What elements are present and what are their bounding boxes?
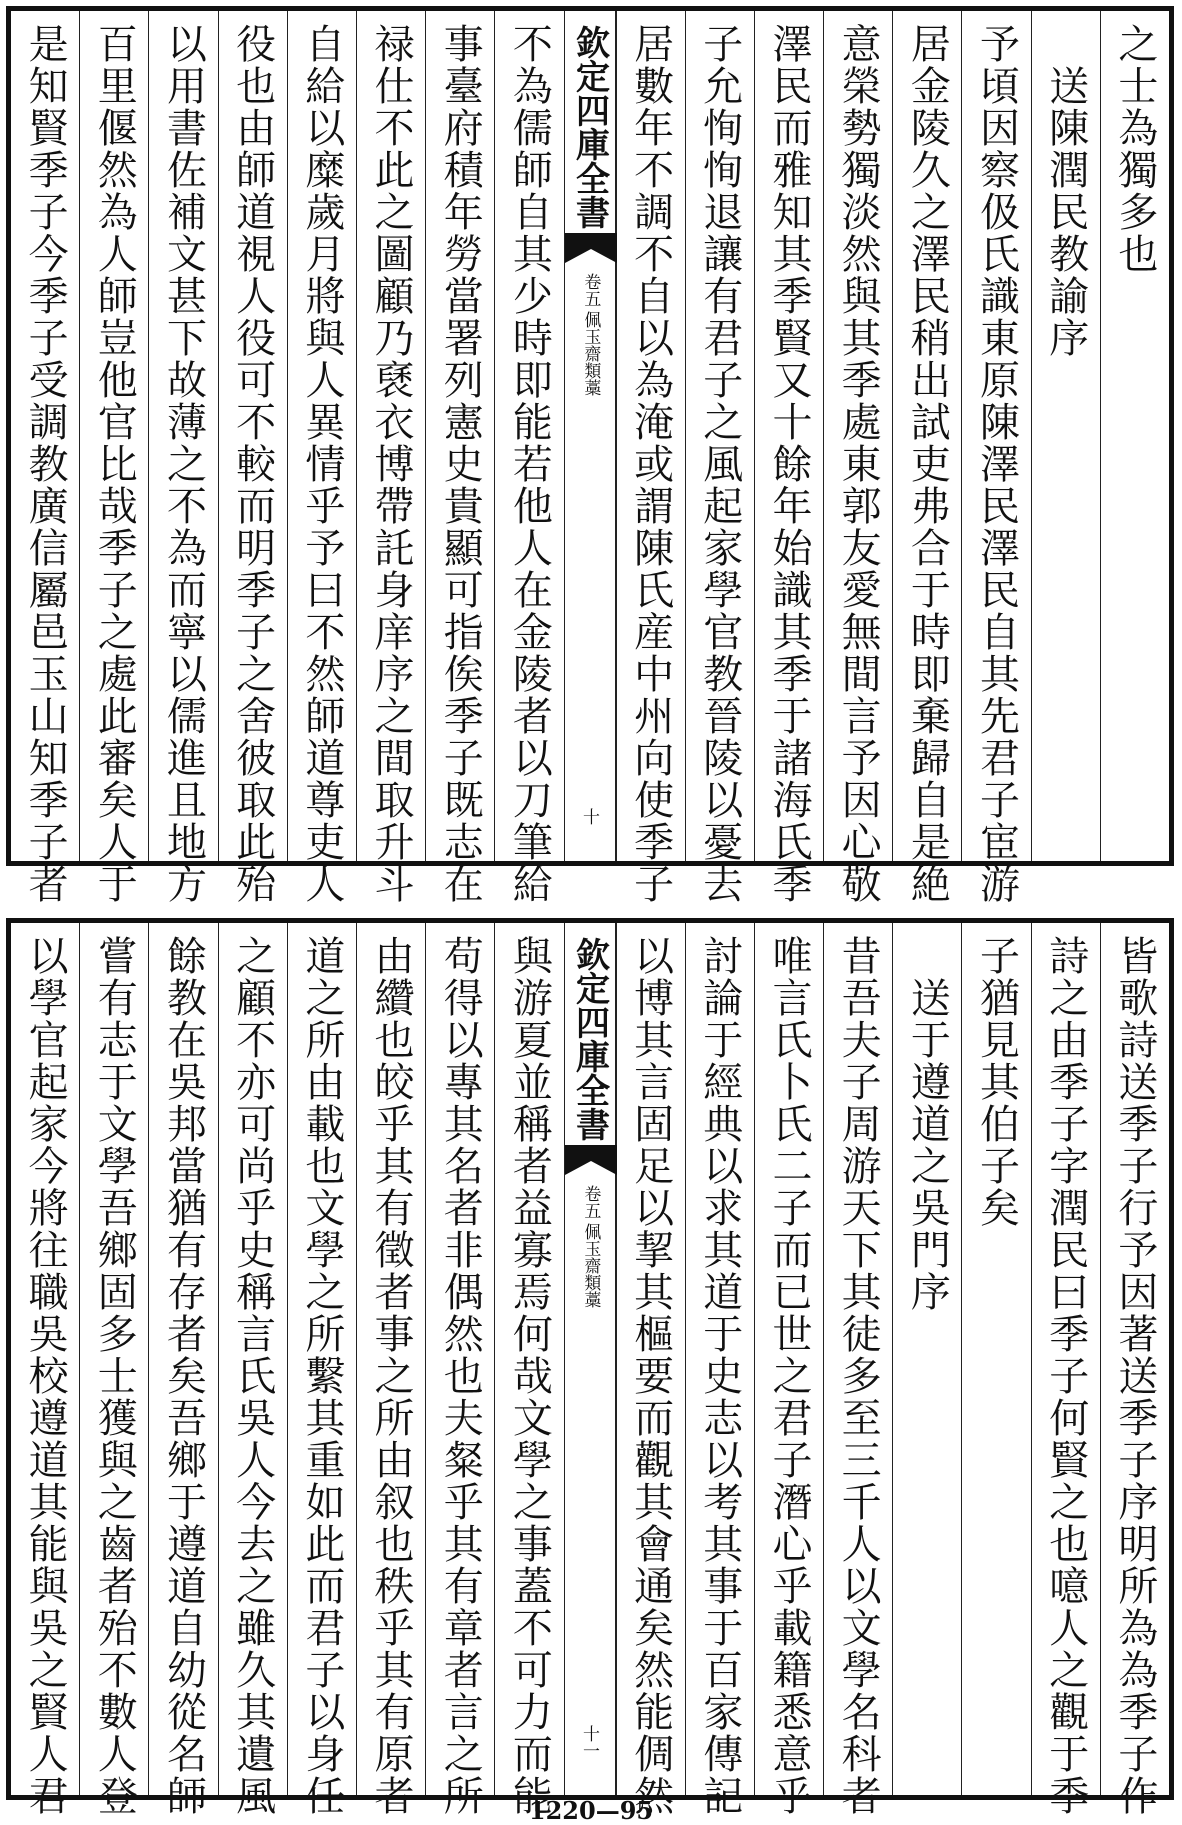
text-column — [148, 923, 217, 1817]
text-column — [425, 11, 494, 905]
text-column — [616, 11, 685, 905]
fishtail-mark-icon — [565, 233, 617, 267]
text-column — [892, 923, 961, 1795]
top-page-panel — [6, 6, 1174, 905]
column-text: 餘教在吳邦當猶有存者矣吾鄉于遵道自幼從名師 — [160, 935, 207, 1817]
text-column — [1100, 11, 1169, 861]
text-column — [961, 11, 1030, 905]
text-column — [148, 11, 217, 905]
column-text: 以用書佐補文甚下故薄之不為而寧以儒進且地方 — [160, 23, 207, 905]
column-text: 皆歌詩送季子行予因著送季子序明所為為季子作 — [1111, 935, 1158, 1817]
text-column — [494, 923, 563, 1817]
column-text: 苟得以專其名者非偶然也夫粲乎其有章者言之所 — [437, 935, 484, 1817]
text-column — [754, 11, 823, 905]
column-text: 以博其言固足以挈其樞要而觀其會通矣然能倜然 — [627, 935, 674, 1817]
column-text: 意榮勢獨淡然與其季處東郭友愛無間言予因心敬 — [835, 23, 882, 905]
column-text: 役也由師道視人役可不較而明季子之舍彼取此殆 — [229, 23, 276, 905]
text-column — [1031, 923, 1100, 1817]
volume-number: 卷五 — [580, 1185, 601, 1219]
text-column — [1031, 11, 1100, 861]
text-column — [892, 11, 961, 905]
column-text: 昔吾夫子周游天下其徒多至三千人以文學名科者 — [835, 935, 882, 1817]
series-title: 欽定四庫全書 — [569, 937, 610, 1141]
column-text: 之士為獨多也 — [1111, 23, 1158, 275]
column-text: 居數年不調不自以為淹或謂陳氏産中州向使季子 — [627, 23, 674, 905]
text-column — [685, 923, 754, 1817]
column-text: 澤民而雅知其季賢又十餘年始識其季于諸海氏季 — [765, 23, 812, 905]
text-column — [79, 923, 148, 1817]
text-column — [11, 11, 79, 905]
volume-label — [581, 273, 599, 396]
text-column — [616, 923, 685, 1817]
folio-number: 十 — [579, 808, 599, 825]
column-text: 與游夏並稱者益寡焉何哉文學之事蓋不可力而能 — [506, 935, 553, 1817]
column-text: 子允恂恂退讓有君子之風起家學官教晉陵以憂去 — [696, 23, 743, 905]
top-page-columns — [11, 11, 1169, 905]
folio-number: 十一 — [579, 1725, 599, 1759]
column-text: 道之所由載也文學之所繫其重如此而君子以身任 — [298, 935, 345, 1817]
text-column — [79, 11, 148, 905]
collection-name: 佩玉齋類藁 — [580, 311, 601, 396]
column-text: 以學官起家今將往職吳校遵道其能與吳之賢人君 — [22, 935, 69, 1817]
text-column — [1100, 923, 1169, 1817]
column-text: 予頃因察伋氏識東原陳澤民澤民自其先君子宦游 — [973, 23, 1020, 905]
text-column — [356, 923, 425, 1817]
essay-title: 送于遵道之吳門序 — [904, 935, 951, 1313]
text-column — [425, 923, 494, 1817]
column-text: 自給以糜歲月將與人異情乎予曰不然師道尊吏人 — [298, 23, 345, 905]
column-text: 子猶見其伯子矣 — [973, 935, 1020, 1229]
volume-label — [581, 1185, 599, 1308]
fishtail-mark-icon — [565, 1145, 617, 1179]
text-column — [218, 923, 287, 1817]
column-text: 不為儒師自其少時即能若他人在金陵者以刀筆給 — [506, 23, 553, 905]
column-text: 事臺府積年勞當署列憲史貴顯可指俟季子既志在 — [437, 23, 484, 905]
center-fold — [564, 11, 616, 861]
text-column — [823, 923, 892, 1817]
text-column — [961, 923, 1030, 1795]
text-column — [356, 11, 425, 905]
text-column — [494, 11, 563, 905]
column-text: 居金陵久之澤民稍出試吏弗合于時即棄歸自是絶 — [904, 23, 951, 905]
essay-title: 送陳潤民教諭序 — [1042, 23, 1089, 359]
collection-name: 佩玉齋類藁 — [580, 1223, 601, 1308]
column-text: 是知賢季子今季子受調教廣信屬邑玉山知季子者 — [22, 23, 69, 905]
column-text: 由纘也皎乎其有徵者事之所由叙也秩乎其有原者 — [368, 935, 415, 1817]
text-column — [218, 11, 287, 905]
column-text: 嘗有志于文學吾鄉固多士獲與之齒者殆不數人登 — [91, 935, 138, 1817]
text-column — [685, 11, 754, 905]
volume-number: 卷五 — [580, 273, 601, 307]
series-title: 欽定四庫全書 — [569, 25, 610, 229]
text-column — [287, 923, 356, 1817]
text-column — [287, 11, 356, 905]
column-text: 討論于經典以求其道于史志以考其事于百家傳記 — [696, 935, 743, 1817]
text-column — [823, 11, 892, 905]
column-text: 百里偃然為人師豈他官比哉季子之處此審矣人于 — [91, 23, 138, 905]
column-text: 唯言氏卜氏二子而已世之君子潛心乎載籍悉意乎 — [765, 935, 812, 1817]
text-column — [11, 923, 79, 1817]
page-number: 1220—95 — [528, 1796, 654, 1825]
center-fold — [564, 923, 616, 1795]
column-text: 禄仕不此之圖顧乃褎衣博帶託身庠序之間取升斗 — [368, 23, 415, 905]
column-text: 之顧不亦可尚乎史稱言氏吳人今去之雖久其遺風 — [229, 935, 276, 1817]
text-column — [754, 923, 823, 1817]
column-text: 詩之由季子字潤民曰季子何賢之也噫人之觀于季 — [1042, 935, 1089, 1817]
